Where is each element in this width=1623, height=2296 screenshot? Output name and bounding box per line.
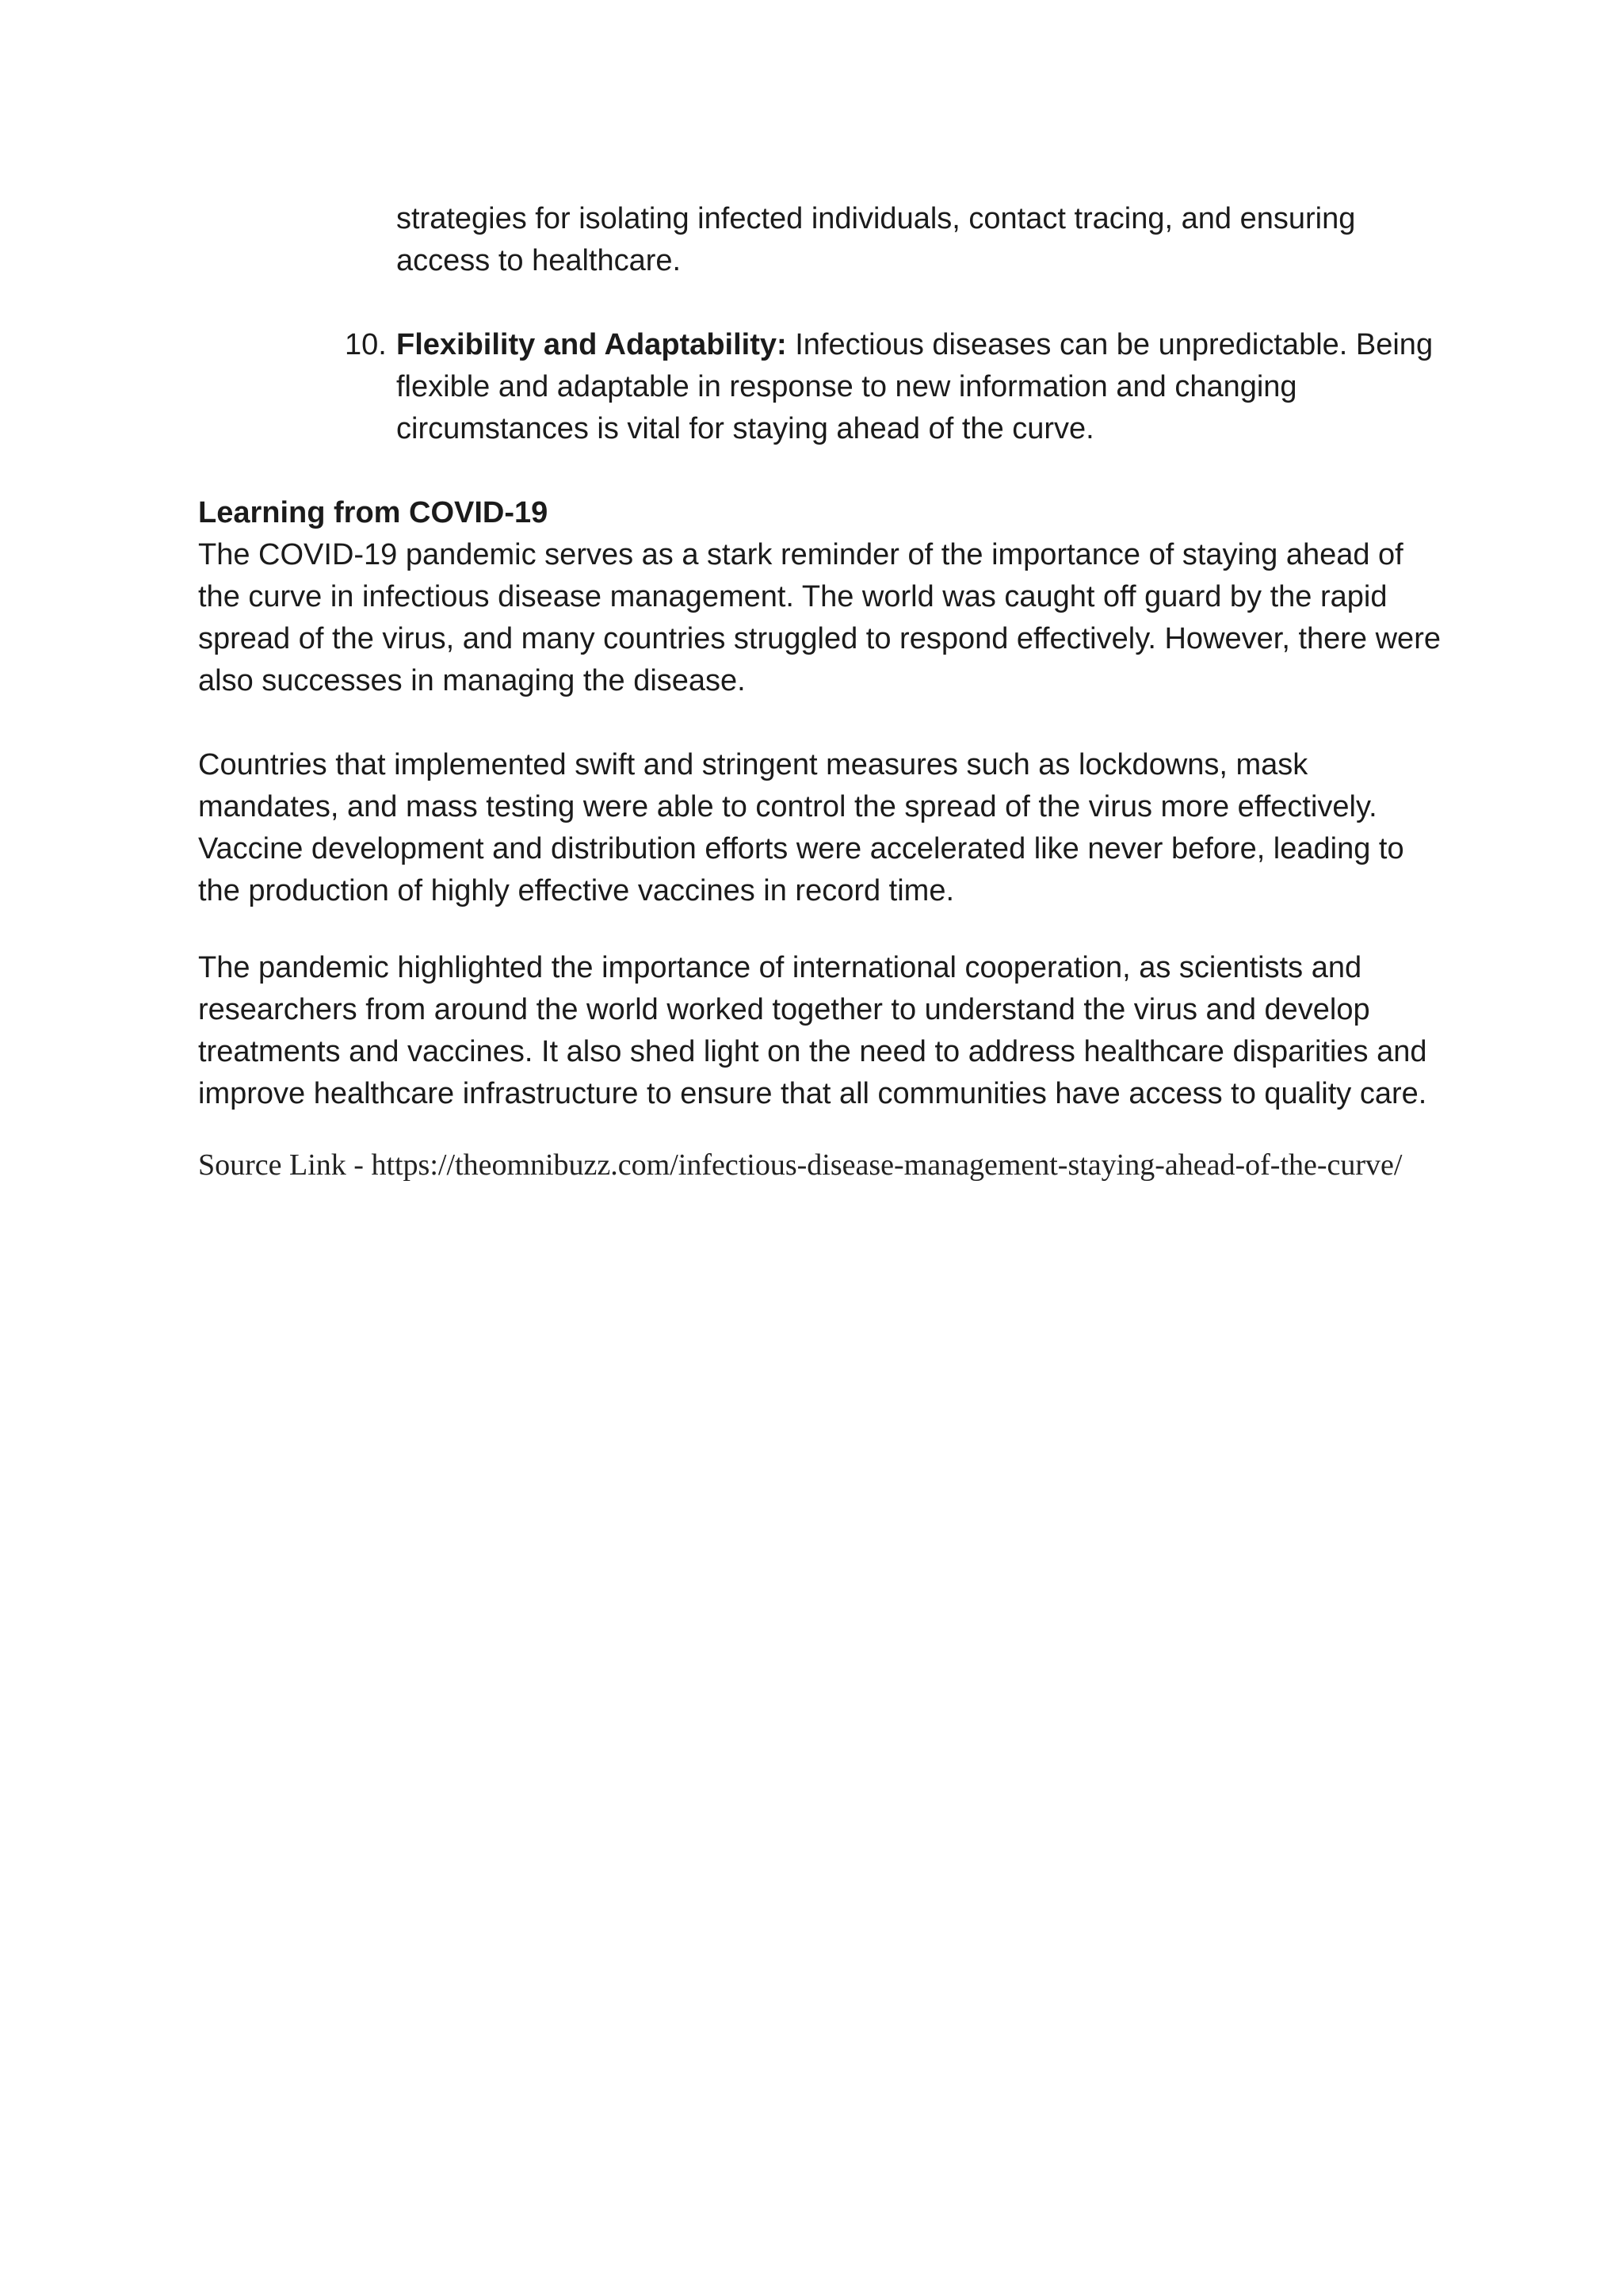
list-item-term: Flexibility and Adaptability:	[396, 328, 787, 361]
list-item-continuation: strategies for isolating infected individuals, contact tracing, and ensuring access to healthcare.	[396, 202, 1356, 277]
list-item-number: 10.	[345, 328, 387, 361]
paragraph-1: The COVID-19 pandemic serves as a stark reminder of the importance of staying ahead of the curve in infectious disease management. The world was caught off guard by the rapid spread of the virus, and many countries struggled to respond effectively. However, there were also successes in managing the disease.	[198, 538, 1441, 697]
paragraph-2: Countries that implemented swift and stringent measures such as lockdowns, mask mandates, and mass testing were able to control the spread of the virus more effectively. Vaccine development and distribution efforts were accelerated like never before, leading to the production of highly effective vaccines in record time.	[198, 748, 1404, 907]
paragraph-3: The pandemic highlighted the importance of international cooperation, as scientists and researchers from around the world worked together to understand the virus and develop treatments and vaccines. It also shed light on the need to address healthcare disparities and improve healthcare infrastructure to ensure that all communities have access to quality care.	[198, 951, 1427, 1110]
section-heading: Learning from COVID-19	[198, 496, 548, 529]
numbered-list	[345, 198, 1442, 450]
source-link[interactable]: Source Link - https://theomnibuzz.com/infectious-disease-management-staying-ahead-of-the-curve/	[198, 1148, 1403, 1182]
list-item-10	[345, 324, 1442, 450]
document-content	[198, 198, 1442, 1213]
list-item-text: Infectious diseases can be unpredictable. Being flexible and adaptable in response to new information and changing circumstances is vital for staying ahead of the curve.	[396, 328, 1434, 445]
